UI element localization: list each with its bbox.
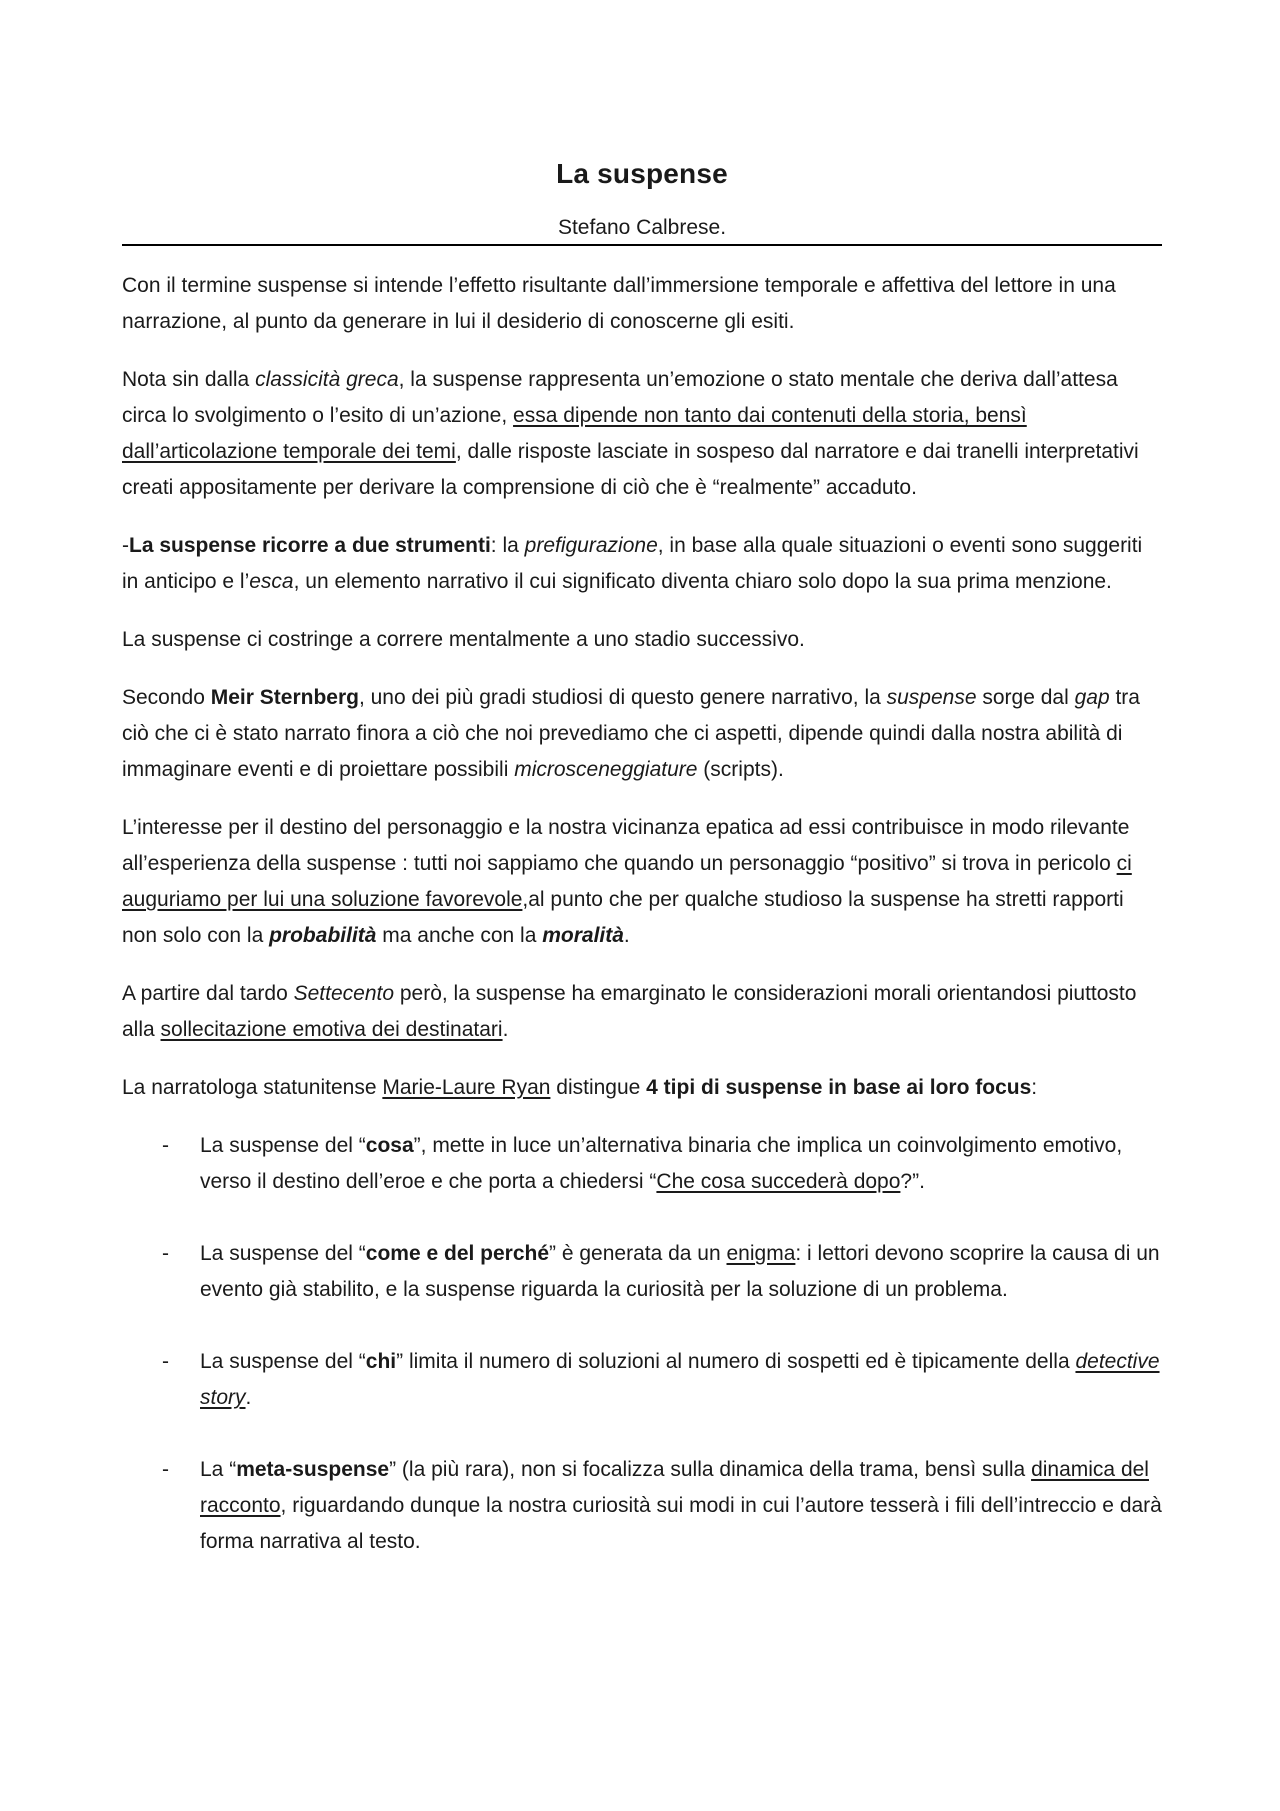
list-item: - La “meta-suspense” (la più rara), non si focalizza sulla dinamica della trama, bensì sulla dinamica del racconto, riguardando dunque la nostra curiosità sui modi in cui l’autore tesserà i fili dell’intreccio e darà forma narrativa al testo. bbox=[162, 1458, 1162, 1553]
paragraph-interest: L’interesse per il destino del personaggio e la nostra vicinanza epatica ad essi contribuisce in modo rilevante all’esperienza della suspense : tutti noi sappiamo che quando un personaggio “positivo” si trova in pericolo ci auguriamo per lui una soluzione favorevole,al punto che per qualche studioso la suspense ha stretti rapporti non solo con la probabilità ma anche con la moralità. bbox=[122, 816, 1132, 947]
paragraph-stage: La suspense ci costringe a correre mentalmente a uno stadio successivo. bbox=[122, 628, 805, 651]
paragraph-definition: Con il termine suspense si intende l’effetto risultante dall’immersione temporale e affettiva del lettore in una narrazione, al punto da generare in lui il desiderio di conoscerne gli esiti. bbox=[122, 274, 1116, 333]
paragraph-settecento: A partire dal tardo Settecento però, la suspense ha emarginato le considerazioni morali orientandosi piuttosto alla sollecitazione emotiva dei destinatari. bbox=[122, 982, 1137, 1041]
paragraph-origin: Nota sin dalla classicità greca, la suspense rappresenta un’emozione o stato mentale che deriva dall’attesa circa lo svolgimento o l’esito di un’azione, essa dipende non tanto dai contenuti della storia, bensì dall’articolazione temporale dei temi, dalle risposte lasciate in sospeso dal narratore e dai tranelli interpretativi creati appositamente per derivare la comprensione di ciò che è “realmente” accaduto. bbox=[122, 368, 1139, 499]
paragraph-instruments: -La suspense ricorre a due strumenti: la prefigurazione, in base alla quale situazioni o eventi sono suggeriti in anticipo e l’esca, un elemento narrativo il cui significato diventa chiaro solo dopo la sua prima menzione. bbox=[122, 534, 1143, 593]
document-page bbox=[122, 150, 1162, 1596]
suspense-types-list bbox=[122, 1128, 1162, 1560]
list-item: - La suspense del “come e del perché” è generata da un enigma: i lettori devono scoprire la causa di un evento già stabilito, e la suspense riguarda la curiosità per la soluzione di un problema. bbox=[162, 1242, 1160, 1301]
document-author: Stefano Calbrese. bbox=[557, 216, 727, 239]
list-item: - La suspense del “chi” limita il numero di soluzioni al numero di sospetti ed è tipicamente della detective story. bbox=[162, 1350, 1160, 1409]
list-item: - La suspense del “cosa”, mette in luce un’alternativa binaria che implica un coinvolgimento emotivo, verso il destino dell’eroe e che porta a chiedersi “Che cosa succederà dopo?”. bbox=[162, 1134, 1123, 1193]
paragraph-ryan: La narratologa statunitense Marie-Laure Ryan distingue 4 tipi di suspense in base ai loro focus: bbox=[122, 1076, 1038, 1099]
paragraph-sternberg: Secondo Meir Sternberg, uno dei più gradi studiosi di questo genere narrativo, la suspense sorge dal gap tra ciò che ci è stato narrato finora a ciò che noi prevediamo che ci aspetti, dipende quindi dalla nostra abilità di immaginare eventi e di proiettare possibili microsceneggiature (scripts). bbox=[122, 686, 1140, 781]
title-divider bbox=[122, 244, 1162, 246]
document-title: La suspense bbox=[556, 158, 728, 189]
